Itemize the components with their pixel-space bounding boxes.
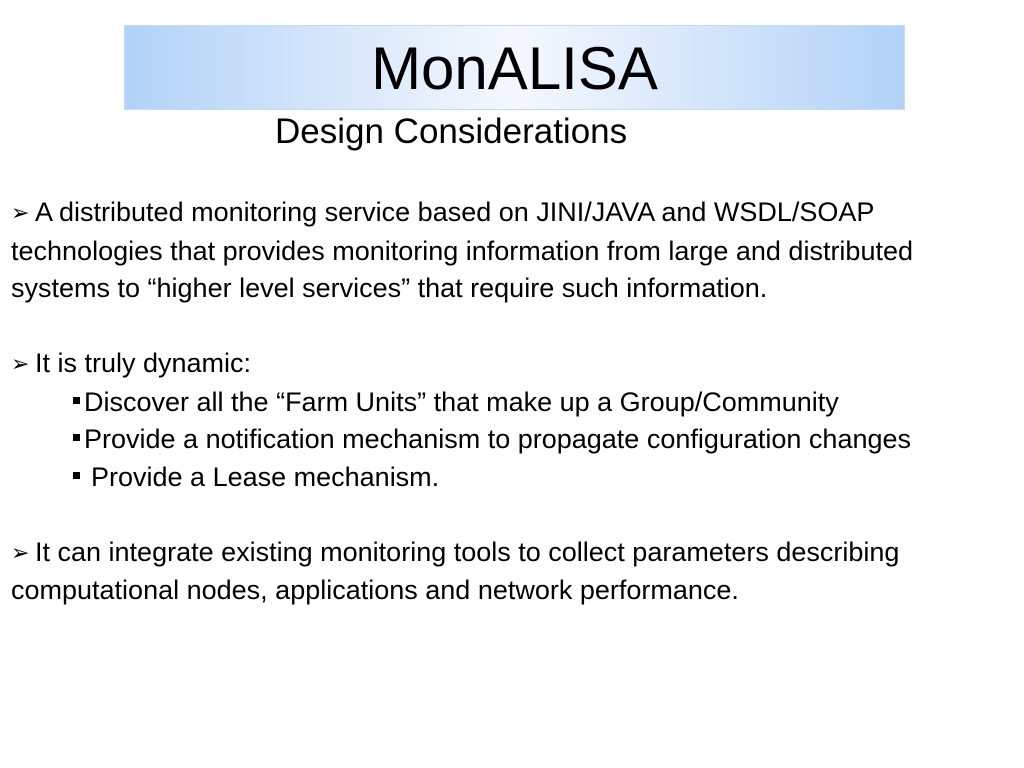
paragraph-spacer [11, 308, 1016, 346]
bullet-text: It can integrate existing monitoring tools to collect parameters describing computational nodes, applications and network performance. [11, 536, 900, 605]
arrow-bullet-icon: ➢ [11, 201, 30, 226]
slide-title: MonALISA [371, 35, 658, 102]
bullet-text: A distributed monitoring service based on JINI/JAVA and WSDL/SOAP technologies that provides monitoring information from large and distributed systems to “higher level services” that require such information. [11, 197, 913, 303]
bullet-item [11, 345, 1016, 384]
bullet-item [11, 534, 1016, 610]
bullet-text: It is truly dynamic: [35, 348, 252, 378]
sub-bullet-text: Provide a notification mechanism to propagate configuration changes [84, 424, 912, 454]
sub-bullet-item [11, 384, 1016, 422]
square-bullet-icon [73, 472, 80, 479]
sub-bullet-text: Provide a Lease mechanism. [91, 461, 440, 492]
sub-bullet-text: Discover all the “Farm Units” that make up a Group/Community [84, 386, 839, 417]
arrow-bullet-icon: ➢ [11, 352, 30, 377]
square-bullet-icon [73, 434, 80, 441]
arrow-bullet-icon: ➢ [11, 540, 30, 566]
paragraph-spacer [11, 496, 1016, 534]
sub-bullet-item [11, 459, 1016, 497]
slide-subtitle: Design Considerations [275, 112, 628, 151]
bullet-item [11, 194, 1016, 308]
slide-body [11, 194, 1016, 610]
square-bullet-icon [73, 397, 80, 404]
sub-bullet-item [11, 421, 1016, 459]
